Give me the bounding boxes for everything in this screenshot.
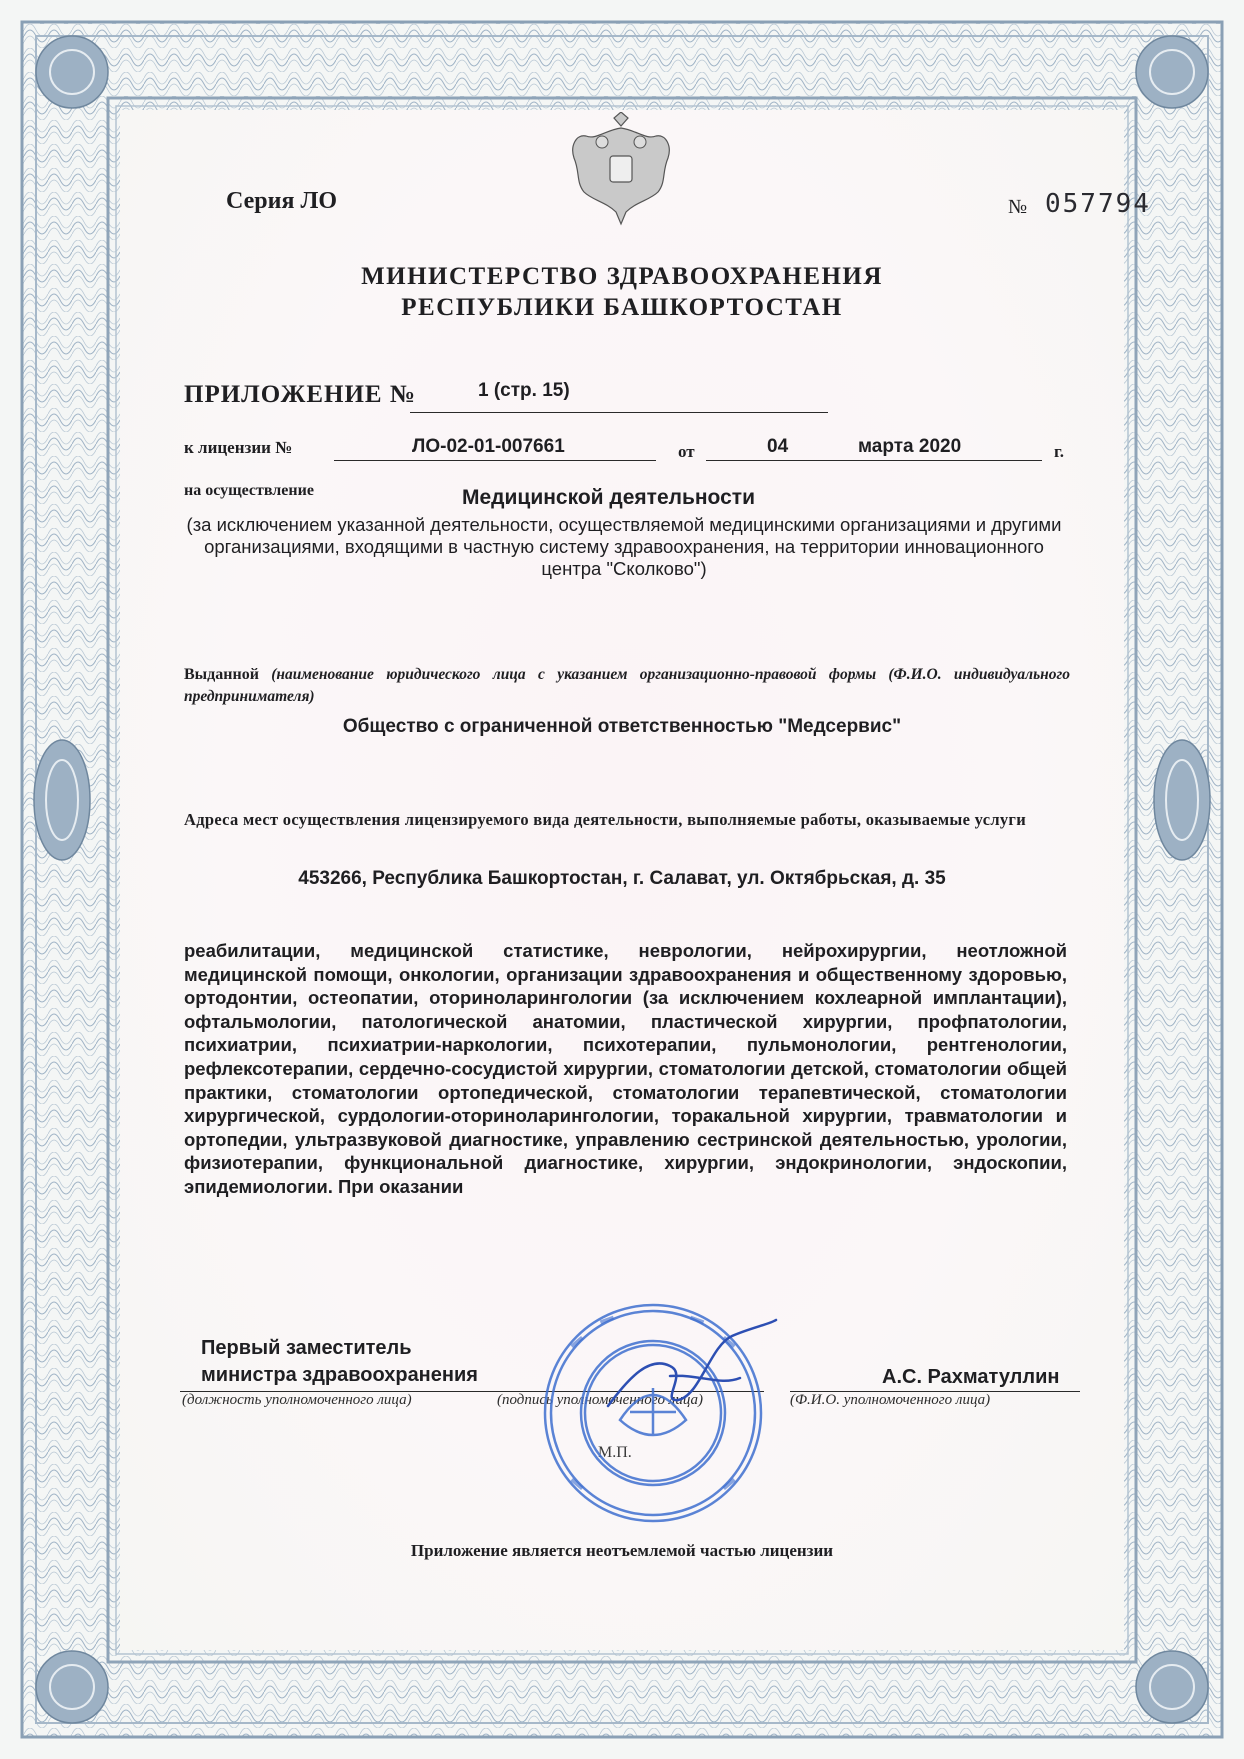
footer-note: Приложение является неотъемлемой частью лицензии — [410, 1541, 834, 1560]
license-number: ЛО-02-01-007661 — [412, 436, 565, 457]
activity-note: (за исключением указанной деятельности, осуществляемой медицинскими организациями и другими организациями, входящими в частную систему здравоохранения, на территории инновационного центра "Сколково") — [186, 514, 1062, 579]
date-underline — [706, 460, 1042, 461]
signer-name: А.С. Рахматуллин — [882, 1366, 1060, 1388]
license-month-year: марта 2020 — [858, 436, 962, 457]
handwritten-signature — [600, 1316, 780, 1426]
ministry-title-line2: РЕСПУБЛИКИ БАШКОРТОСТАН — [401, 294, 843, 321]
issued-label: Выданной — [184, 666, 259, 683]
license-day: 04 — [767, 436, 789, 457]
appendix-label: ПРИЛОЖЕНИЕ № — [184, 381, 416, 408]
issued-hint: (наименование юридического лица с указанием организационно-правовой формы (Ф.И.О. индивидуального предпринимателя) — [184, 666, 1070, 705]
organization-name: Общество с ограниченной ответственностью "Медсервис" — [342, 716, 902, 737]
address-value: 453266, Республика Башкортостан, г. Салават, ул. Октябрьская, д. 35 — [298, 868, 946, 889]
ministry-title-line1: МИНИСТЕРСТВО ЗДРАВООХРАНЕНИЯ — [361, 263, 883, 290]
signer-position-line1: Первый заместитель — [201, 1337, 412, 1359]
number-sign: № — [1008, 196, 1028, 218]
series-label: Серия ЛО — [226, 188, 337, 214]
caption-signature: (подпись уполномоченного лица) — [497, 1392, 704, 1408]
license-label: к лицензии № — [184, 438, 293, 457]
year-suffix: г. — [1054, 442, 1065, 461]
address-label: Адреса мест осуществления лицензируемого вида деятельности, выполняемые работы, оказываемые услуги — [184, 810, 1027, 829]
services-text: реабилитации, медицинской статистике, неврологии, нейрохирургии, неотложной медицинской помощи, онкологии, организации здравоохранения и общественному здоровью, ортодонтии, остеопатии, оториноларингологии (за исключением кохлеарной имплантации), офтальмологии, патологической анатомии, пластической хирургии, профпатологии, психиатрии, психиатрии-наркологии, психотерапии, пульмонологии, рентгенологии, рефлексотерапии, сердечно-сосудистой хирургии, стоматологии детской, стоматологии общей практики, стоматологии ортопедической, стоматологии терапевтической, стоматологии хирургической, сурдологии-оториноларингологии, торакальной хирургии, травматологии и ортопедии, ультразвуковой диагностике, управлению сестринской деятельностью, урологии, физиотерапии, функциональной диагностике, хирургии, эндокринологии, эндоскопии, эпидемиологии. При оказании — [184, 940, 1067, 1197]
form-number: 057794 — [1045, 189, 1151, 219]
caption-name: (Ф.И.О. уполномоченного лица) — [790, 1392, 991, 1408]
appendix-number: 1 (стр. 15) — [478, 380, 570, 401]
seal-mark: М.П. — [598, 1444, 632, 1461]
activity-label: на осуществление — [184, 482, 314, 499]
date-from-label: от — [678, 442, 695, 461]
caption-position: (должность уполномоченного лица) — [182, 1392, 412, 1408]
activity-name: Медицинской деятельности — [462, 486, 755, 509]
appendix-underline — [410, 412, 828, 413]
coat-of-arms-emblem — [566, 112, 676, 230]
signer-position-line2: министра здравоохранения — [201, 1364, 478, 1386]
license-number-underline — [334, 460, 656, 461]
issued-block — [184, 664, 1070, 708]
